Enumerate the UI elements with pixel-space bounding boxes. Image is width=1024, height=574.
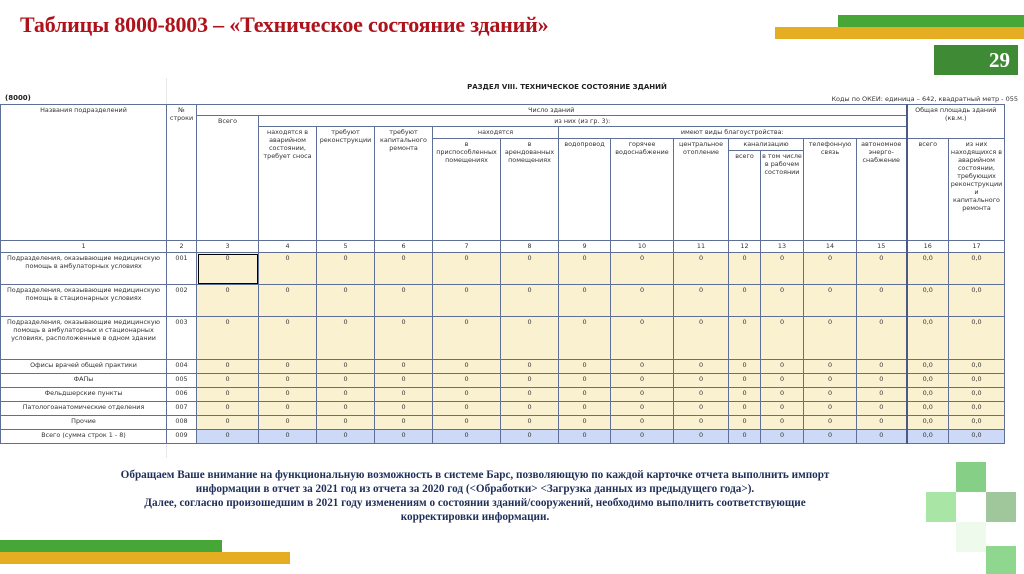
value-cell[interactable]: 0 bbox=[857, 402, 907, 416]
value-cell[interactable]: 0 bbox=[501, 360, 559, 374]
notice-line: информации в отчет за 2021 год из отчета за 2020 год (<Обработки> <Загрузка данных из предыдущего года>). bbox=[195, 483, 755, 495]
table-row bbox=[1, 360, 1005, 374]
decor-bar-gold-top bbox=[775, 27, 1024, 39]
value-cell[interactable]: 0 bbox=[317, 360, 375, 374]
header-sewerage-total: всего bbox=[729, 151, 761, 241]
total-cell: 0,0 bbox=[949, 430, 1005, 444]
total-cell: 0 bbox=[611, 430, 674, 444]
value-cell[interactable]: 0 bbox=[611, 388, 674, 402]
value-cell[interactable]: 0 bbox=[674, 253, 729, 285]
value-cell[interactable]: 0 bbox=[804, 285, 857, 317]
table-row bbox=[1, 402, 1005, 416]
value-cell[interactable]: 0 bbox=[501, 317, 559, 360]
value-cell[interactable]: 0 bbox=[433, 416, 501, 430]
value-cell[interactable]: 0 bbox=[259, 360, 317, 374]
value-cell[interactable]: 0,0 bbox=[907, 285, 949, 317]
value-cell[interactable]: 0 bbox=[857, 360, 907, 374]
value-cell[interactable]: 0 bbox=[674, 388, 729, 402]
column-number: 4 bbox=[259, 241, 317, 253]
value-cell[interactable]: 0 bbox=[804, 388, 857, 402]
value-cell[interactable]: 0,0 bbox=[907, 388, 949, 402]
value-cell[interactable]: 0 bbox=[761, 253, 804, 285]
value-cell[interactable]: 0 bbox=[433, 317, 501, 360]
row-name: ФАПы bbox=[1, 374, 167, 388]
value-cell[interactable]: 0 bbox=[433, 402, 501, 416]
value-cell[interactable]: 0 bbox=[729, 388, 761, 402]
value-cell[interactable]: 0 bbox=[611, 285, 674, 317]
header-hot-water: горячее водоснабжение bbox=[611, 139, 674, 241]
value-cell[interactable]: 0 bbox=[804, 360, 857, 374]
column-number: 17 bbox=[949, 241, 1005, 253]
value-cell[interactable]: 0 bbox=[375, 360, 433, 374]
value-cell[interactable]: 0 bbox=[674, 402, 729, 416]
table-row bbox=[1, 416, 1005, 430]
header-heating: центральное отопление bbox=[674, 139, 729, 241]
row-code: 005 bbox=[167, 374, 197, 388]
value-cell[interactable]: 0 bbox=[804, 416, 857, 430]
value-cell[interactable]: 0,0 bbox=[949, 285, 1005, 317]
value-cell[interactable]: 0 bbox=[259, 402, 317, 416]
value-cell[interactable]: 0 bbox=[197, 388, 259, 402]
value-cell[interactable]: 0 bbox=[559, 360, 611, 374]
value-cell[interactable]: 0 bbox=[761, 285, 804, 317]
value-cell[interactable]: 0 bbox=[857, 374, 907, 388]
value-cell[interactable]: 0 bbox=[197, 374, 259, 388]
total-row bbox=[1, 430, 1005, 444]
value-cell[interactable]: 0 bbox=[259, 285, 317, 317]
value-cell[interactable]: 0 bbox=[559, 285, 611, 317]
row-name: Подразделения, оказывающие медицинскую помощь в амбулаторных и стационарных условиях, расположенные в одном здании bbox=[1, 317, 167, 360]
value-cell[interactable]: 0 bbox=[559, 416, 611, 430]
value-cell[interactable]: 0 bbox=[611, 253, 674, 285]
value-cell[interactable]: 0 bbox=[501, 374, 559, 388]
value-cell[interactable]: 0 bbox=[259, 317, 317, 360]
header-row-number: № строки bbox=[167, 105, 197, 241]
value-cell[interactable]: 0 bbox=[375, 402, 433, 416]
value-cell[interactable]: 0 bbox=[611, 317, 674, 360]
value-cell[interactable]: 0 bbox=[197, 317, 259, 360]
value-cell[interactable]: 0,0 bbox=[949, 253, 1005, 285]
value-cell[interactable]: 0 bbox=[317, 253, 375, 285]
row-name: Прочие bbox=[1, 416, 167, 430]
value-cell[interactable]: 0 bbox=[559, 374, 611, 388]
decor-square bbox=[986, 492, 1016, 522]
notice-line: Далее, согласно произошедшим в 2021 году изменениям о состоянии зданий/сооружений, необходимо выполнить соответствующие bbox=[144, 497, 806, 509]
value-cell[interactable]: 0 bbox=[559, 402, 611, 416]
value-cell[interactable]: 0 bbox=[729, 285, 761, 317]
column-number: 12 bbox=[729, 241, 761, 253]
total-cell: 0 bbox=[501, 430, 559, 444]
row-code: 002 bbox=[167, 285, 197, 317]
value-cell[interactable]: 0,0 bbox=[907, 402, 949, 416]
notice-text bbox=[40, 468, 910, 524]
column-numbers-row bbox=[1, 241, 1005, 253]
value-cell[interactable]: 0 bbox=[433, 388, 501, 402]
value-cell[interactable]: 0 bbox=[259, 416, 317, 430]
value-cell[interactable]: 0 bbox=[611, 360, 674, 374]
column-number: 3 bbox=[197, 241, 259, 253]
table-row bbox=[1, 253, 1005, 285]
slide-title: Таблицы 8000-8003 – «Техническое состояние зданий» bbox=[20, 12, 549, 37]
value-cell[interactable]: 0,0 bbox=[907, 317, 949, 360]
value-cell[interactable]: 0 bbox=[433, 360, 501, 374]
value-cell[interactable]: 0 bbox=[761, 402, 804, 416]
decor-square bbox=[986, 546, 1016, 574]
value-cell[interactable]: 0 bbox=[611, 374, 674, 388]
header-autonomous-power: автономное энерго-снабжение bbox=[857, 139, 907, 241]
header-total: Всего bbox=[197, 116, 259, 241]
value-cell[interactable]: 0 bbox=[761, 360, 804, 374]
row-code: 004 bbox=[167, 360, 197, 374]
header-amenities: имеют виды благоустройства: bbox=[559, 127, 907, 139]
header-of-them: из них (из гр. 3): bbox=[259, 116, 907, 127]
row-name: Офисы врачей общей практики bbox=[1, 360, 167, 374]
header-name: Названия подразделений bbox=[1, 105, 167, 241]
value-cell[interactable]: 0 bbox=[375, 317, 433, 360]
value-cell[interactable]: 0 bbox=[501, 388, 559, 402]
column-number: 1 bbox=[1, 241, 167, 253]
column-number: 6 bbox=[375, 241, 433, 253]
value-cell[interactable]: 0 bbox=[197, 360, 259, 374]
value-cell[interactable]: 0,0 bbox=[949, 317, 1005, 360]
header-emergency: находятся в аварийном состоянии, требует сноса bbox=[259, 127, 317, 241]
column-number: 5 bbox=[317, 241, 375, 253]
form-sheet bbox=[0, 78, 1024, 458]
header-adapted: в приспособленных помещениях bbox=[433, 139, 501, 241]
total-row-code: 009 bbox=[167, 430, 197, 444]
header-area-emergency: из них находящихся в аварийном состоянии, требующих реконструкции и капитального ремонта bbox=[949, 139, 1005, 241]
total-cell: 0 bbox=[559, 430, 611, 444]
row-name: Подразделения, оказывающие медицинскую помощь в амбулаторных условиях bbox=[1, 253, 167, 285]
total-cell: 0 bbox=[729, 430, 761, 444]
value-cell[interactable]: 0 bbox=[857, 416, 907, 430]
value-cell[interactable]: 0,0 bbox=[949, 388, 1005, 402]
value-cell[interactable]: 0 bbox=[804, 374, 857, 388]
decor-square bbox=[956, 522, 986, 552]
value-cell[interactable]: 0 bbox=[804, 253, 857, 285]
header-sewerage: канализацию bbox=[729, 139, 804, 151]
value-cell[interactable]: 0 bbox=[674, 285, 729, 317]
decor-square bbox=[956, 462, 986, 492]
column-number: 11 bbox=[674, 241, 729, 253]
value-cell[interactable]: 0 bbox=[804, 317, 857, 360]
column-number: 9 bbox=[559, 241, 611, 253]
value-cell[interactable]: 0 bbox=[317, 402, 375, 416]
header-rented: в арендованных помещениях bbox=[501, 139, 559, 241]
row-code: 001 bbox=[167, 253, 197, 285]
decor-bar-green-bottom bbox=[0, 540, 222, 552]
value-cell[interactable]: 0,0 bbox=[949, 402, 1005, 416]
total-cell: 0 bbox=[375, 430, 433, 444]
buildings-table bbox=[0, 104, 1005, 444]
value-cell[interactable]: 0 bbox=[317, 317, 375, 360]
value-cell[interactable]: 0 bbox=[804, 402, 857, 416]
value-cell[interactable]: 0 bbox=[674, 317, 729, 360]
decor-bar-green-top bbox=[838, 15, 1024, 27]
value-cell[interactable]: 0 bbox=[375, 416, 433, 430]
header-sewerage-working: в том числе в рабочем состоянии bbox=[761, 151, 804, 241]
total-cell: 0 bbox=[804, 430, 857, 444]
page-number-badge: 29 bbox=[934, 45, 1018, 75]
value-cell[interactable]: 0 bbox=[729, 317, 761, 360]
value-cell[interactable]: 0,0 bbox=[907, 416, 949, 430]
value-cell[interactable]: 0 bbox=[197, 416, 259, 430]
value-cell[interactable]: 0 bbox=[259, 253, 317, 285]
section-title: РАЗДЕЛ VIII. ТЕХНИЧЕСКОЕ СОСТОЯНИЕ ЗДАНИЙ bbox=[467, 83, 667, 91]
value-cell[interactable]: 0 bbox=[375, 285, 433, 317]
header-phone: телефонную связь bbox=[804, 139, 857, 241]
notice-line: корректировки информации. bbox=[400, 511, 550, 523]
value-cell[interactable]: 0 bbox=[501, 253, 559, 285]
value-cell[interactable]: 0 bbox=[317, 374, 375, 388]
table-row bbox=[1, 317, 1005, 360]
column-number: 16 bbox=[907, 241, 949, 253]
value-cell[interactable]: 0 bbox=[611, 416, 674, 430]
value-cell[interactable]: 0 bbox=[375, 253, 433, 285]
value-cell[interactable]: 0 bbox=[259, 374, 317, 388]
total-cell: 0 bbox=[674, 430, 729, 444]
value-cell[interactable]: 0,0 bbox=[949, 416, 1005, 430]
value-cell[interactable]: 0 bbox=[761, 374, 804, 388]
header-area: Общая площадь зданий (кв.м.) bbox=[907, 105, 1005, 139]
value-cell[interactable]: 0 bbox=[317, 285, 375, 317]
row-code: 006 bbox=[167, 388, 197, 402]
table-body bbox=[1, 253, 1005, 444]
row-code: 008 bbox=[167, 416, 197, 430]
value-cell[interactable]: 0,0 bbox=[907, 253, 949, 285]
notice-line: Обращаем Ваше внимание на функциональную возможность в системе Барс, позволяющую по каждой карточке отчета выполнить импорт bbox=[120, 469, 830, 481]
row-code: 003 bbox=[167, 317, 197, 360]
column-number: 7 bbox=[433, 241, 501, 253]
table-row bbox=[1, 374, 1005, 388]
decor-bar-gold-bottom bbox=[0, 552, 290, 564]
okei-codes: Коды по ОКЕИ: единица – 642, квадратный метр - 055 bbox=[831, 95, 1018, 103]
value-cell[interactable]: 0 bbox=[559, 388, 611, 402]
header-buildings-count: Число зданий bbox=[197, 105, 907, 116]
row-name: Фельдшерские пункты bbox=[1, 388, 167, 402]
column-number: 8 bbox=[501, 241, 559, 253]
value-cell[interactable]: 0 bbox=[197, 253, 259, 285]
value-cell[interactable]: 0 bbox=[761, 416, 804, 430]
total-cell: 0 bbox=[197, 430, 259, 444]
value-cell[interactable]: 0 bbox=[729, 374, 761, 388]
total-cell: 0 bbox=[433, 430, 501, 444]
value-cell[interactable]: 0 bbox=[674, 360, 729, 374]
column-number: 13 bbox=[761, 241, 804, 253]
value-cell[interactable]: 0 bbox=[674, 374, 729, 388]
value-cell[interactable]: 0 bbox=[375, 388, 433, 402]
header-located: находятся bbox=[433, 127, 559, 139]
value-cell[interactable]: 0 bbox=[501, 402, 559, 416]
value-cell[interactable]: 0 bbox=[197, 402, 259, 416]
value-cell[interactable]: 0 bbox=[433, 285, 501, 317]
header-reconstruction: требуют реконструкции bbox=[317, 127, 375, 241]
total-cell: 0,0 bbox=[907, 430, 949, 444]
value-cell[interactable]: 0 bbox=[259, 388, 317, 402]
total-row-name: Всего (сумма строк 1 - 8) bbox=[1, 430, 167, 444]
form-code: (8000) bbox=[5, 94, 31, 102]
value-cell[interactable]: 0 bbox=[857, 388, 907, 402]
value-cell[interactable]: 0,0 bbox=[907, 374, 949, 388]
value-cell[interactable]: 0 bbox=[375, 374, 433, 388]
column-number: 15 bbox=[857, 241, 907, 253]
value-cell[interactable]: 0 bbox=[729, 402, 761, 416]
value-cell[interactable]: 0 bbox=[433, 374, 501, 388]
header-water: водопровод bbox=[559, 139, 611, 241]
value-cell[interactable]: 0 bbox=[611, 402, 674, 416]
value-cell[interactable]: 0,0 bbox=[949, 360, 1005, 374]
row-name: Патологоанатомические отделения bbox=[1, 402, 167, 416]
value-cell[interactable]: 0 bbox=[761, 388, 804, 402]
row-code: 007 bbox=[167, 402, 197, 416]
total-cell: 0 bbox=[259, 430, 317, 444]
value-cell[interactable]: 0 bbox=[559, 317, 611, 360]
total-cell: 0 bbox=[317, 430, 375, 444]
total-cell: 0 bbox=[761, 430, 804, 444]
value-cell[interactable]: 0 bbox=[761, 317, 804, 360]
value-cell[interactable]: 0 bbox=[559, 253, 611, 285]
value-cell[interactable]: 0 bbox=[317, 416, 375, 430]
value-cell[interactable]: 0 bbox=[317, 388, 375, 402]
table-row bbox=[1, 285, 1005, 317]
decor-square bbox=[926, 492, 956, 522]
value-cell[interactable]: 0 bbox=[501, 416, 559, 430]
value-cell[interactable]: 0 bbox=[857, 253, 907, 285]
column-number: 14 bbox=[804, 241, 857, 253]
value-cell[interactable]: 0 bbox=[729, 416, 761, 430]
header-area-total: всего bbox=[907, 139, 949, 241]
column-number: 2 bbox=[167, 241, 197, 253]
value-cell[interactable]: 0 bbox=[729, 360, 761, 374]
value-cell[interactable]: 0 bbox=[857, 317, 907, 360]
table-row bbox=[1, 388, 1005, 402]
value-cell[interactable]: 0 bbox=[501, 285, 559, 317]
column-number: 10 bbox=[611, 241, 674, 253]
value-cell[interactable]: 0 bbox=[197, 285, 259, 317]
value-cell[interactable]: 0 bbox=[433, 253, 501, 285]
value-cell[interactable]: 0,0 bbox=[907, 360, 949, 374]
value-cell[interactable]: 0 bbox=[674, 416, 729, 430]
value-cell[interactable]: 0,0 bbox=[949, 374, 1005, 388]
row-name: Подразделения, оказывающие медицинскую помощь в стационарных условиях bbox=[1, 285, 167, 317]
value-cell[interactable]: 0 bbox=[729, 253, 761, 285]
header-capital-repair: требуют капитального ремонта bbox=[375, 127, 433, 241]
total-cell: 0 bbox=[857, 430, 907, 444]
value-cell[interactable]: 0 bbox=[857, 285, 907, 317]
